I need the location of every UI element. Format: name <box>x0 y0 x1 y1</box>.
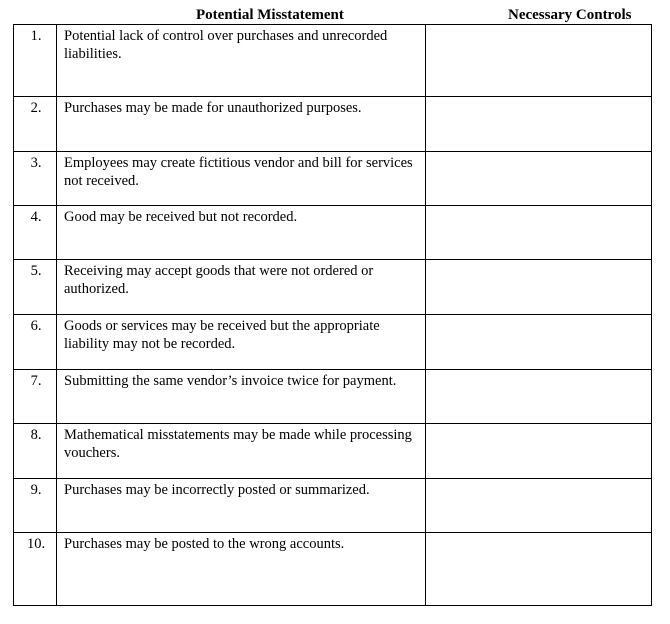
row-number: 2. <box>30 100 42 116</box>
row-number-cell <box>14 533 57 606</box>
table-row <box>14 97 652 152</box>
row-number: 6. <box>30 318 42 334</box>
control-cell <box>426 533 652 606</box>
table-row <box>14 25 652 97</box>
control-cell <box>426 25 652 97</box>
misstatement-cell: Mathematical misstatements may be made while processing vouchers. <box>57 424 426 479</box>
row-number: 5. <box>30 263 42 279</box>
control-cell <box>426 152 652 206</box>
misstatement-cell: Submitting the same vendor’s invoice twice for payment. <box>57 370 426 424</box>
table-row <box>14 152 652 206</box>
table-row <box>14 206 652 260</box>
misstatement-cell: Purchases may be posted to the wrong accounts. <box>57 533 426 606</box>
misstatement-cell: Employees may create fictitious vendor and bill for services not received. <box>57 152 426 206</box>
misstatement-cell: Purchases may be made for unauthorized purposes. <box>57 97 426 152</box>
row-number-cell <box>14 152 57 206</box>
row-number-cell <box>14 370 57 424</box>
control-cell <box>426 370 652 424</box>
table-row <box>14 479 652 533</box>
table-row <box>14 315 652 370</box>
table-row <box>14 424 652 479</box>
row-number-cell <box>14 260 57 315</box>
row-number-cell <box>14 206 57 260</box>
header-potential-misstatement: Potential Misstatement <box>196 7 344 23</box>
misstatement-cell: Good may be received but not recorded. <box>57 206 426 260</box>
control-cell <box>426 206 652 260</box>
control-cell <box>426 97 652 152</box>
row-number-cell <box>14 479 57 533</box>
row-number: 8. <box>30 427 42 443</box>
misstatement-controls-table <box>13 24 652 606</box>
control-cell <box>426 424 652 479</box>
control-cell <box>426 260 652 315</box>
row-number: 3. <box>30 155 42 171</box>
row-number: 7. <box>30 373 42 389</box>
table-row <box>14 260 652 315</box>
header-necessary-controls: Necessary Controls <box>508 7 632 23</box>
misstatement-cell: Goods or services may be received but the appropriate liability may not be recorded. <box>57 315 426 370</box>
table-row <box>14 533 652 606</box>
control-cell <box>426 315 652 370</box>
row-number: 1. <box>30 28 42 44</box>
misstatement-cell: Purchases may be incorrectly posted or summarized. <box>57 479 426 533</box>
control-cell <box>426 479 652 533</box>
row-number: 10. <box>26 536 46 552</box>
misstatement-cell: Potential lack of control over purchases and unrecorded liabilities. <box>57 25 426 97</box>
row-number: 9. <box>30 482 42 498</box>
row-number-cell <box>14 25 57 97</box>
misstatement-cell: Receiving may accept goods that were not ordered or authorized. <box>57 260 426 315</box>
row-number-cell <box>14 97 57 152</box>
row-number-cell <box>14 424 57 479</box>
table-row <box>14 370 652 424</box>
row-number: 4. <box>30 209 42 225</box>
row-number-cell <box>14 315 57 370</box>
